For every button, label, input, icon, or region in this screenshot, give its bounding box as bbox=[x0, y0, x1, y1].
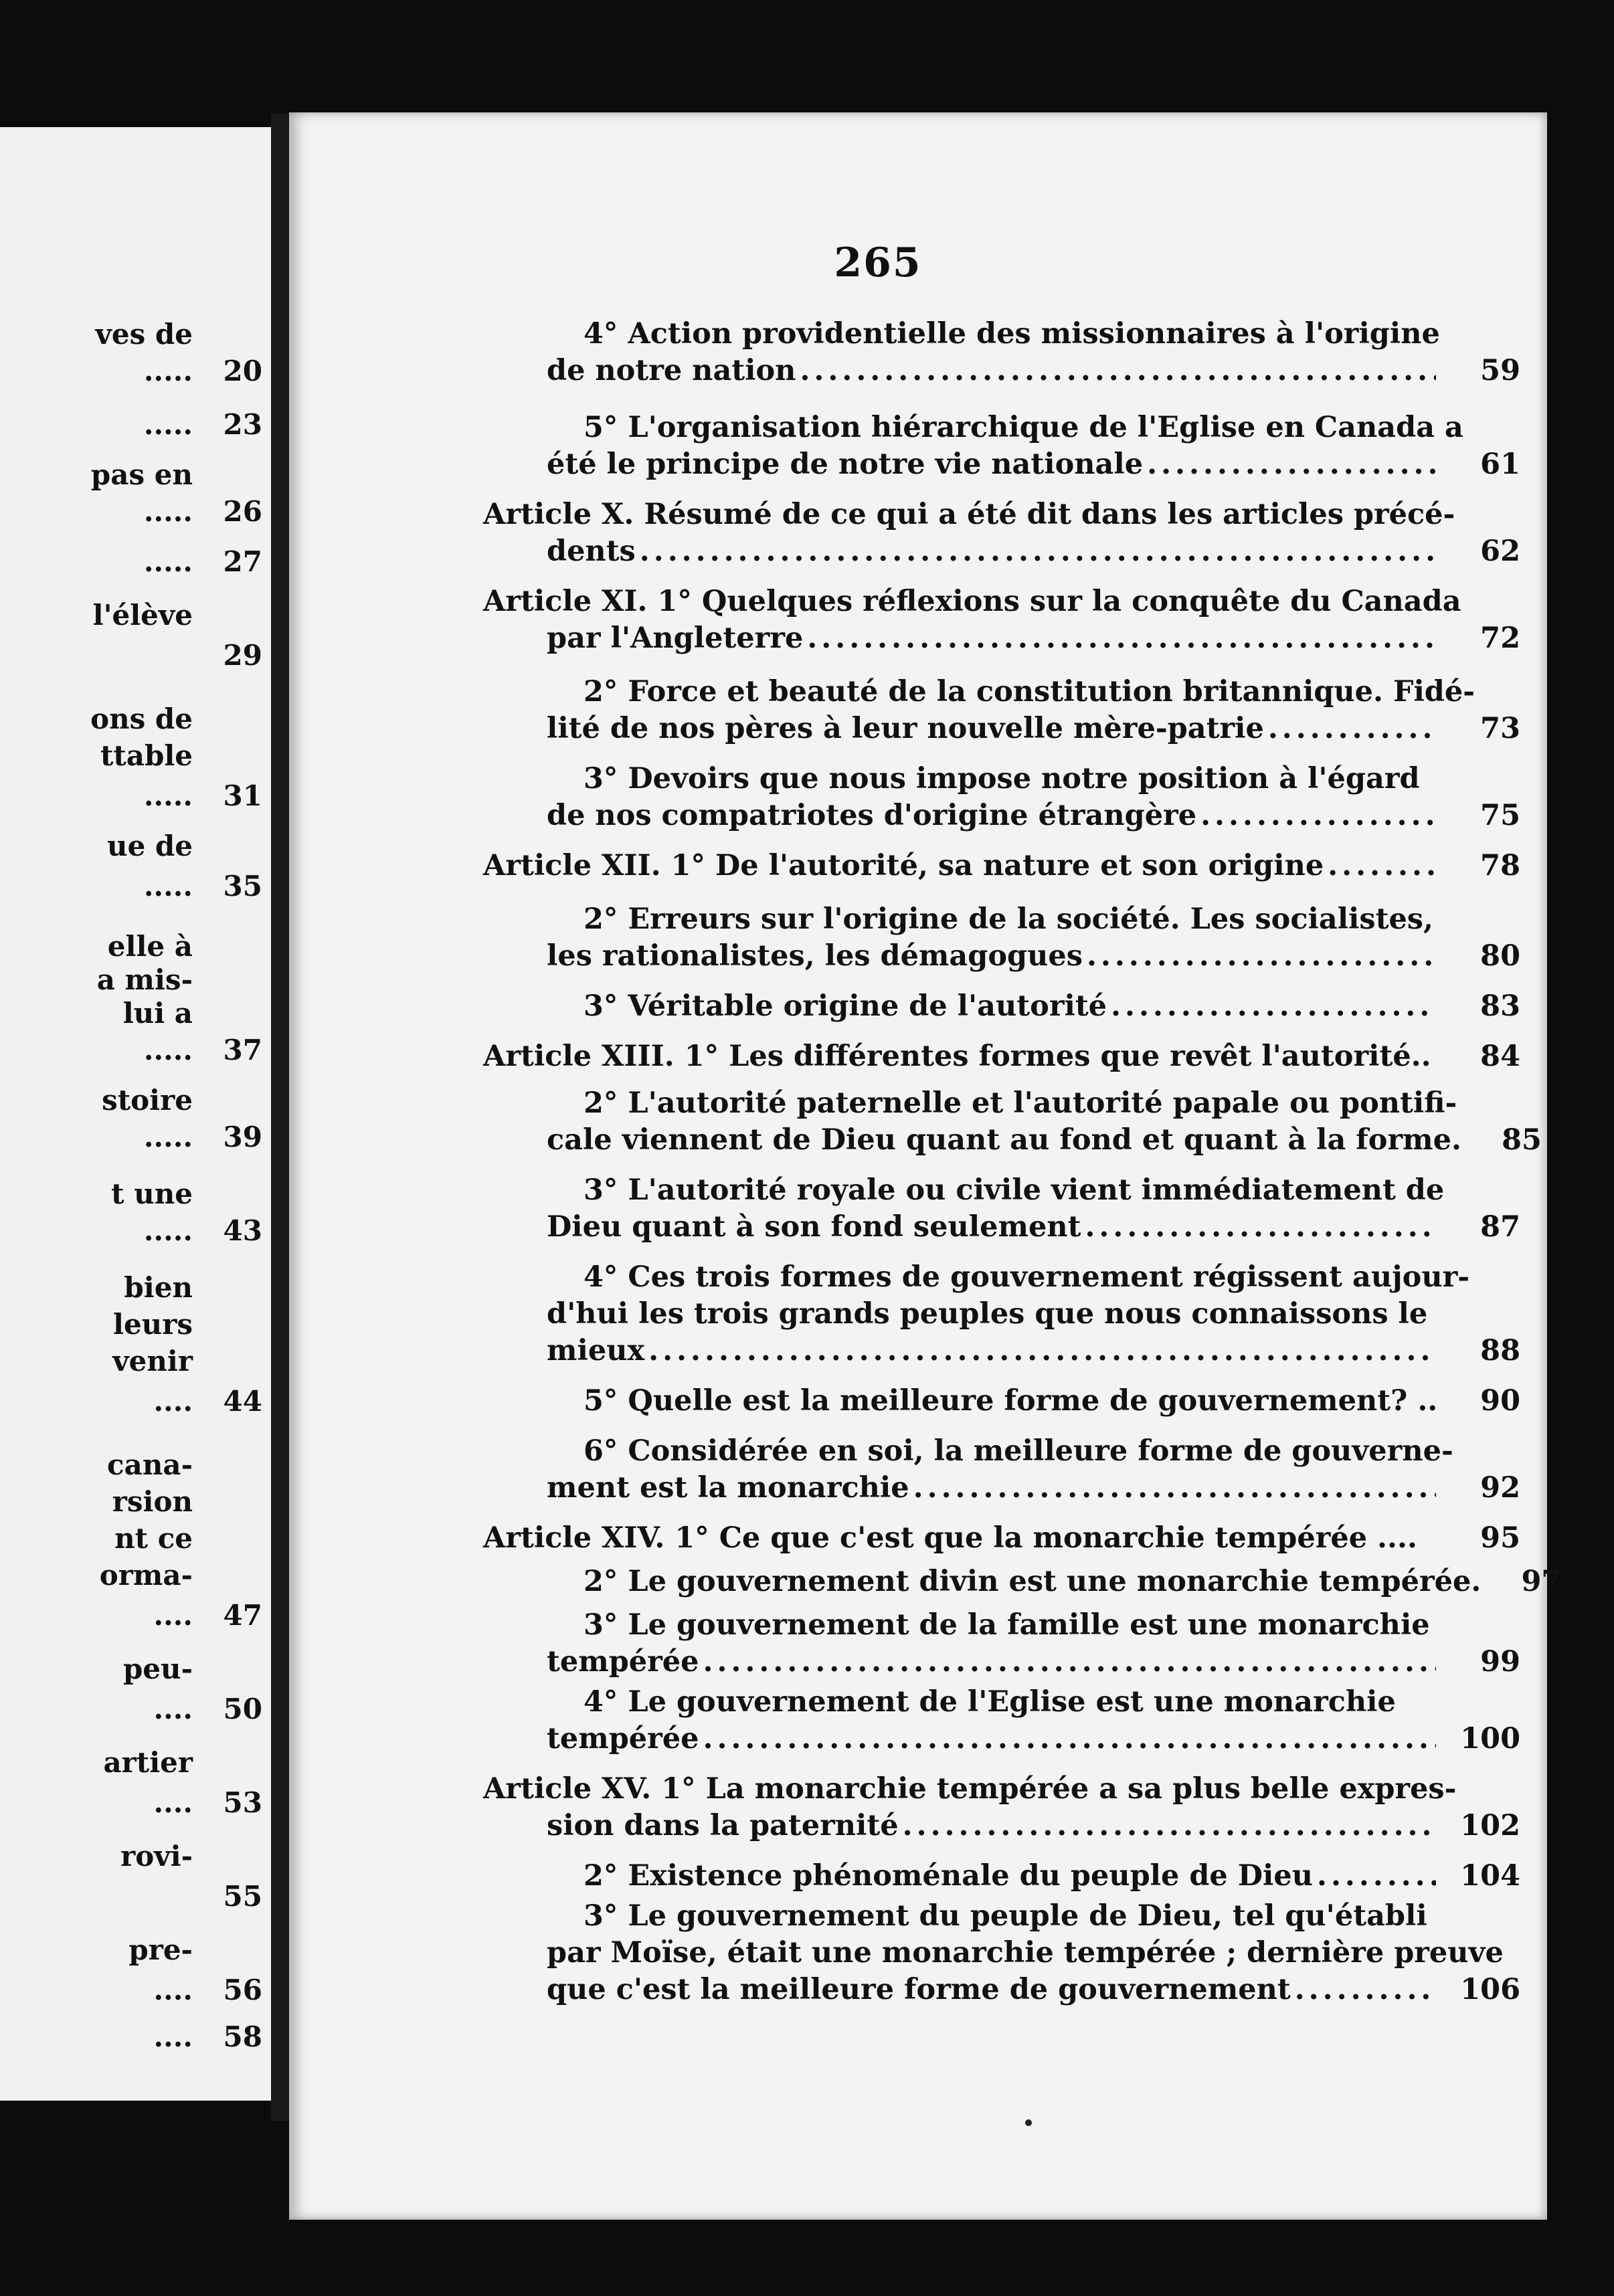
toc-line bbox=[547, 1470, 1520, 1505]
toc-line bbox=[584, 761, 1520, 796]
print-speck bbox=[1025, 2119, 1032, 2126]
toc-page-number: 97 bbox=[1521, 1565, 1562, 1598]
toc-line bbox=[584, 674, 1520, 709]
left-page bbox=[0, 127, 281, 2101]
left-fragment-text: ..... bbox=[143, 1034, 193, 1066]
page-number: 265 bbox=[834, 240, 922, 286]
left-fragment-text: ..... bbox=[143, 1121, 193, 1153]
toc-line bbox=[584, 1260, 1520, 1295]
left-fragment-text: .... bbox=[153, 1385, 193, 1418]
dot-leader bbox=[648, 1333, 1436, 1368]
book-gutter bbox=[271, 114, 291, 2121]
toc-page-number: 83 bbox=[1480, 989, 1520, 1023]
toc-line bbox=[547, 1935, 1520, 1970]
dot-leader bbox=[1111, 989, 1436, 1024]
toc-entry-text: Article XIII. 1° Les différentes formes que revêt l'autorité.. bbox=[483, 1040, 1431, 1073]
toc-line bbox=[584, 1564, 1562, 1599]
left-fragment-text: ..... bbox=[143, 495, 193, 528]
toc-line bbox=[547, 1972, 1520, 2007]
left-fragment-text: .... bbox=[153, 2020, 193, 2053]
toc-line bbox=[547, 1123, 1542, 1157]
toc-entry-text: 4° Ces trois formes de gouvernement régissent aujour- bbox=[584, 1260, 1470, 1294]
toc-entry-text: Article XI. 1° Quelques réflexions sur la conquête du Canada bbox=[483, 585, 1461, 618]
left-fragment-page: 26 bbox=[223, 495, 262, 528]
toc-entry-text: 2° Existence phénoménale du peuple de Dieu bbox=[584, 1859, 1313, 1893]
toc-line bbox=[584, 1899, 1520, 1933]
toc-entry-text: tempérée bbox=[547, 1722, 699, 1755]
left-fragment-text: ..... bbox=[143, 545, 193, 578]
toc-page-number: 100 bbox=[1460, 1722, 1520, 1755]
left-fragment-text: lui a bbox=[122, 997, 193, 1030]
left-fragment-page: 20 bbox=[223, 355, 262, 387]
toc-line bbox=[584, 1858, 1520, 1893]
dot-leader bbox=[807, 621, 1436, 656]
dot-leader bbox=[800, 353, 1436, 388]
left-fragment-text: pas en bbox=[90, 458, 193, 491]
toc-line bbox=[547, 1721, 1520, 1756]
left-fragment-text: ..... bbox=[143, 355, 193, 387]
toc-line bbox=[584, 1383, 1520, 1418]
toc-entry-text: 5° L'organisation hiérarchique de l'Eglise en Canada a bbox=[584, 411, 1463, 444]
left-fragment-text: nt ce bbox=[114, 1522, 193, 1555]
toc-entry-text: Article XII. 1° De l'autorité, sa nature et son origine bbox=[483, 849, 1324, 882]
dot-leader bbox=[903, 1808, 1436, 1843]
dot-leader bbox=[1295, 1972, 1436, 2007]
toc-line bbox=[483, 848, 1520, 883]
toc-line bbox=[584, 1685, 1520, 1719]
toc-page-number: 72 bbox=[1480, 621, 1520, 655]
left-fragment-page: 43 bbox=[223, 1214, 262, 1247]
toc-line bbox=[584, 1608, 1520, 1642]
right-page bbox=[289, 112, 1562, 2220]
toc-line bbox=[483, 1521, 1520, 1555]
toc-entry-text: cale viennent de Dieu quant au fond et quant à la forme. bbox=[547, 1123, 1461, 1157]
toc-entry-text: été le principe de notre vie nationale bbox=[547, 448, 1144, 481]
toc-entry-text: 2° Erreurs sur l'origine de la société. Les socialistes, bbox=[584, 902, 1433, 936]
toc-line bbox=[547, 353, 1520, 388]
toc-line bbox=[584, 1086, 1520, 1121]
left-fragment-text: stoire bbox=[102, 1084, 193, 1117]
toc-line bbox=[584, 1173, 1520, 1208]
left-fragment-text: rovi- bbox=[120, 1840, 193, 1873]
table-of-contents bbox=[289, 112, 1562, 2220]
toc-entry-text: Dieu quant à son fond seulement bbox=[547, 1210, 1081, 1244]
toc-page-number: 85 bbox=[1502, 1123, 1542, 1157]
toc-entry-text: mieux bbox=[547, 1334, 645, 1367]
left-fragment-page: 55 bbox=[223, 1880, 262, 1913]
left-fragment-text: ..... bbox=[143, 870, 193, 902]
toc-entry-text: Article X. Résumé de ce qui a été dit dans les articles précé- bbox=[483, 498, 1455, 531]
toc-page-number: 90 bbox=[1480, 1384, 1520, 1418]
dot-leader bbox=[703, 1644, 1436, 1679]
left-fragment-text: ..... bbox=[143, 1214, 193, 1247]
toc-page-number: 80 bbox=[1480, 939, 1520, 973]
left-fragment-page: 35 bbox=[223, 870, 262, 902]
toc-page-number: 87 bbox=[1480, 1210, 1520, 1244]
toc-line bbox=[547, 1644, 1520, 1679]
toc-line bbox=[483, 584, 1520, 619]
toc-entry-text: de notre nation bbox=[547, 354, 796, 387]
left-fragment-text: venir bbox=[112, 1345, 193, 1377]
toc-entry-text: 4° Le gouvernement de l'Eglise est une monarchie bbox=[584, 1685, 1396, 1719]
dot-leader bbox=[1087, 939, 1436, 973]
left-fragment-text: leurs bbox=[113, 1308, 193, 1341]
dot-leader bbox=[913, 1470, 1436, 1505]
dot-leader bbox=[703, 1721, 1436, 1756]
toc-entry-text: 3° Devoirs que nous impose notre position à l'égard bbox=[584, 762, 1420, 795]
toc-entry-text: 6° Considérée en soi, la meilleure forme de gouverne- bbox=[584, 1434, 1453, 1468]
toc-line bbox=[584, 902, 1520, 937]
toc-entry-text: par l'Angleterre bbox=[547, 621, 804, 655]
left-fragment-page: 29 bbox=[223, 639, 262, 672]
left-fragment-text: bien bbox=[124, 1271, 193, 1304]
toc-entry-text: Article XV. 1° La monarchie tempérée a sa plus belle expres- bbox=[483, 1772, 1457, 1806]
left-fragment-text: ..... bbox=[143, 408, 193, 441]
toc-page-number: 99 bbox=[1480, 1645, 1520, 1679]
left-fragment-page: 56 bbox=[223, 1974, 262, 2006]
toc-line bbox=[547, 621, 1520, 656]
left-fragment-page: 31 bbox=[223, 779, 262, 812]
toc-entry-text: les rationalistes, les démagogues bbox=[547, 939, 1083, 973]
dot-leader bbox=[1268, 711, 1436, 746]
toc-entry-text: 3° Le gouvernement de la famille est une monarchie bbox=[584, 1608, 1430, 1642]
toc-line bbox=[547, 1297, 1520, 1331]
toc-entry-text: 2° Force et beauté de la constitution britannique. Fidé- bbox=[584, 675, 1475, 708]
toc-line bbox=[547, 798, 1520, 833]
toc-page-number: 102 bbox=[1460, 1809, 1520, 1842]
toc-line bbox=[483, 1039, 1520, 1074]
left-fragment-page: 27 bbox=[223, 545, 262, 578]
toc-line bbox=[547, 534, 1520, 569]
toc-page-number: 61 bbox=[1480, 448, 1520, 481]
toc-line bbox=[584, 1434, 1520, 1468]
left-fragment-text: .... bbox=[153, 1786, 193, 1819]
toc-entry-text: de nos compatriotes d'origine étrangère bbox=[547, 799, 1197, 832]
toc-page-number: 75 bbox=[1480, 799, 1520, 832]
toc-page-number: 84 bbox=[1480, 1040, 1520, 1073]
toc-entry-text: 3° Véritable origine de l'autorité bbox=[584, 989, 1107, 1023]
toc-entry-text: tempérée bbox=[547, 1645, 699, 1679]
dot-leader bbox=[1085, 1210, 1436, 1244]
toc-entry-text: 2° L'autorité paternelle et l'autorité papale ou pontifi- bbox=[584, 1086, 1457, 1120]
toc-entry-text: Article XIV. 1° Ce que c'est que la monarchie tempérée .... bbox=[483, 1521, 1417, 1555]
left-fragment-page: 58 bbox=[223, 2020, 262, 2053]
left-fragment-page: 23 bbox=[223, 408, 262, 441]
toc-entry-text: que c'est la meilleure forme de gouvernement bbox=[547, 1973, 1291, 2006]
left-fragment-text: a mis- bbox=[96, 963, 193, 996]
left-fragment-text: .... bbox=[153, 1599, 193, 1632]
toc-page-number: 88 bbox=[1480, 1334, 1520, 1367]
left-fragment-text: .... bbox=[153, 1693, 193, 1725]
dot-leader bbox=[1200, 798, 1436, 833]
left-fragment-text: elle à bbox=[107, 930, 193, 963]
toc-line bbox=[483, 497, 1520, 532]
toc-line bbox=[584, 316, 1520, 351]
left-fragment-text: ves de bbox=[95, 318, 193, 351]
toc-page-number: 92 bbox=[1480, 1471, 1520, 1505]
left-fragment-text: ue de bbox=[107, 830, 193, 862]
left-fragment-text: ttable bbox=[100, 739, 193, 772]
left-fragment-page: 47 bbox=[223, 1599, 262, 1632]
left-fragment-text: ons de bbox=[90, 702, 193, 735]
left-fragment-page: 37 bbox=[223, 1034, 262, 1066]
toc-line bbox=[547, 447, 1520, 482]
toc-page-number: 73 bbox=[1480, 712, 1520, 745]
left-fragment-text: cana- bbox=[107, 1448, 193, 1481]
toc-entry-text: 5° Quelle est la meilleure forme de gouvernement? .. bbox=[584, 1384, 1438, 1418]
toc-line bbox=[547, 1333, 1520, 1368]
dot-leader bbox=[1328, 848, 1436, 883]
left-fragment-text: t une bbox=[111, 1177, 193, 1210]
toc-line bbox=[584, 410, 1520, 445]
left-fragment-page: 44 bbox=[223, 1385, 262, 1418]
dot-leader bbox=[640, 534, 1436, 569]
toc-page-number: 106 bbox=[1460, 1973, 1520, 2006]
toc-line bbox=[547, 1808, 1520, 1843]
toc-page-number: 59 bbox=[1480, 354, 1520, 387]
left-fragment-text: .... bbox=[153, 1974, 193, 2006]
toc-page-number: 78 bbox=[1480, 849, 1520, 882]
left-fragment-text: l'élève bbox=[92, 599, 193, 632]
toc-line bbox=[483, 1772, 1520, 1806]
left-fragment-text: peu- bbox=[122, 1652, 193, 1685]
toc-page-number: 95 bbox=[1480, 1521, 1520, 1555]
dot-leader bbox=[1317, 1858, 1436, 1893]
toc-entry-text: dents bbox=[547, 535, 636, 568]
toc-entry-text: 4° Action providentielle des missionnaires à l'origine bbox=[584, 317, 1440, 351]
toc-line bbox=[584, 989, 1520, 1024]
toc-line bbox=[547, 1210, 1520, 1244]
toc-line bbox=[547, 711, 1520, 746]
left-fragment-text: ..... bbox=[143, 779, 193, 812]
toc-entry-text: ment est la monarchie bbox=[547, 1471, 909, 1505]
toc-page-number: 62 bbox=[1480, 535, 1520, 568]
dot-leader bbox=[1147, 447, 1436, 482]
left-fragment-text: rsion bbox=[112, 1485, 193, 1518]
toc-line bbox=[547, 939, 1520, 973]
toc-page-number: 104 bbox=[1460, 1859, 1520, 1893]
toc-entry-text: d'hui les trois grands peuples que nous connaissons le bbox=[547, 1297, 1428, 1331]
toc-entry-text: sion dans la paternité bbox=[547, 1809, 899, 1842]
left-fragment-page: 39 bbox=[223, 1121, 262, 1153]
toc-entry-text: 3° Le gouvernement du peuple de Dieu, tel qu'établi bbox=[584, 1899, 1427, 1933]
left-fragment-text: artier bbox=[103, 1746, 193, 1779]
toc-entry-text: 3° L'autorité royale ou civile vient immédiatement de bbox=[584, 1173, 1445, 1207]
left-fragment-page: 53 bbox=[223, 1786, 262, 1819]
toc-entry-text: lité de nos pères à leur nouvelle mère-patrie bbox=[547, 712, 1264, 745]
left-fragment-text: orma- bbox=[99, 1559, 193, 1592]
left-fragment-page: 50 bbox=[223, 1693, 262, 1725]
left-fragment-text: pre- bbox=[128, 1933, 193, 1966]
toc-entry-text: 2° Le gouvernement divin est une monarchie tempérée. bbox=[584, 1565, 1482, 1598]
toc-entry-text: par Moïse, était une monarchie tempérée ; dernière preuve bbox=[547, 1936, 1504, 1970]
